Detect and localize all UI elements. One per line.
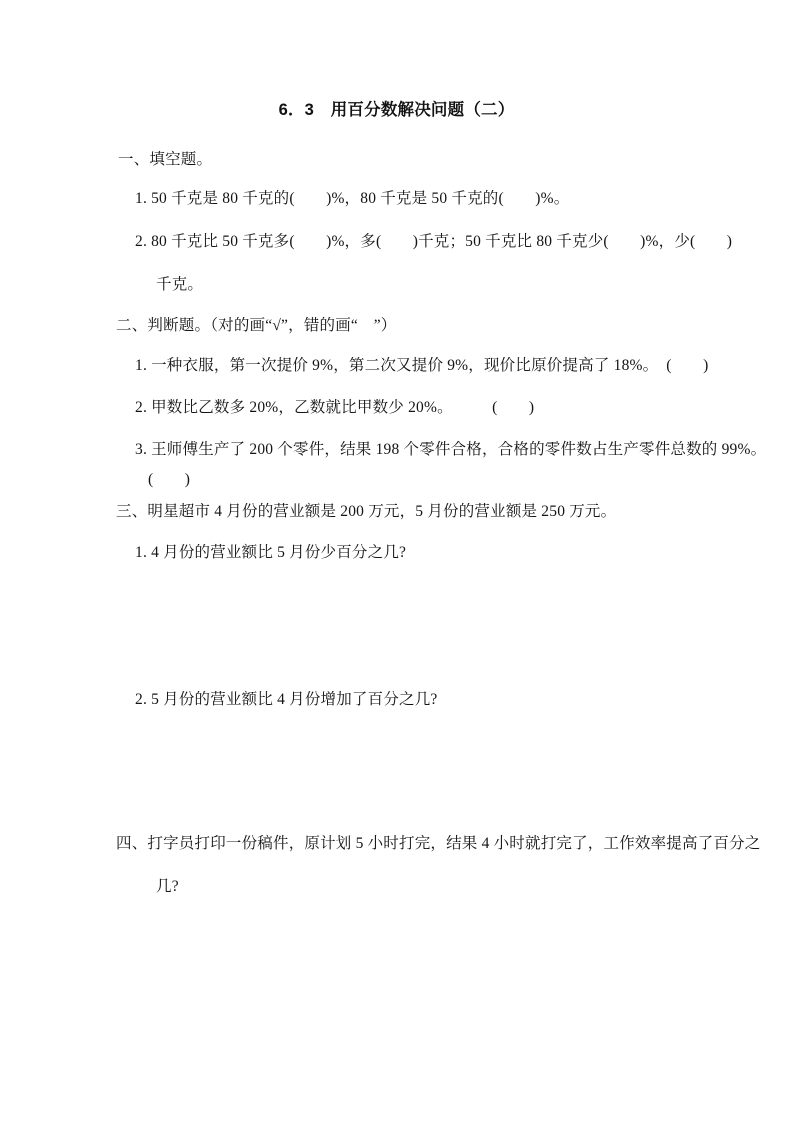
section1-header: 一、填空题。: [118, 151, 213, 168]
section2-item2: 2. 甲数比乙数多 20%，乙数就比甲数少 20%。 ( ): [135, 399, 535, 416]
section4-header-line1: 四、打字员打印一份稿件，原计划 5 小时打完，结果 4 小时就打完了，工作效率提高了百分之: [116, 835, 761, 852]
section3-header: 三、明星超市 4 月份的营业额是 200 万元，5 月份的营业额是 250 万元。: [116, 503, 617, 520]
section2-item3-line1: 3. 王师傅生产了 200 个零件，结果 198 个零件合格，合格的零件数占生产零件总数的 99%。: [135, 441, 767, 458]
section2-item1: 1. 一种衣服，第一次提价 9%，第二次又提价 9%，现价比原价提高了 18%。 ( ): [135, 357, 709, 374]
section4-header-line2: 几?: [156, 878, 179, 895]
section2-header: 二、判断题。（对的画“√”，错的画“ ”）: [116, 317, 397, 334]
section2-item3-line2: ( ): [148, 471, 191, 488]
section1-item2-line1: 2. 80 千克比 50 千克多( )%，多( )千克；50 千克比 80 千克少( )%，少( ): [135, 233, 733, 250]
section1-item1: 1. 50 千克是 80 千克的( )%，80 千克是 50 千克的( )%。: [135, 190, 570, 207]
page-title: 6．3 用百分数解决问题（二）: [278, 101, 515, 119]
section1-item2-line2: 千克。: [156, 276, 204, 293]
section3-item1: 1. 4 月份的营业额比 5 月份少百分之几?: [135, 544, 407, 561]
section3-item2: 2. 5 月份的营业额比 4 月份增加了百分之几?: [135, 691, 438, 708]
